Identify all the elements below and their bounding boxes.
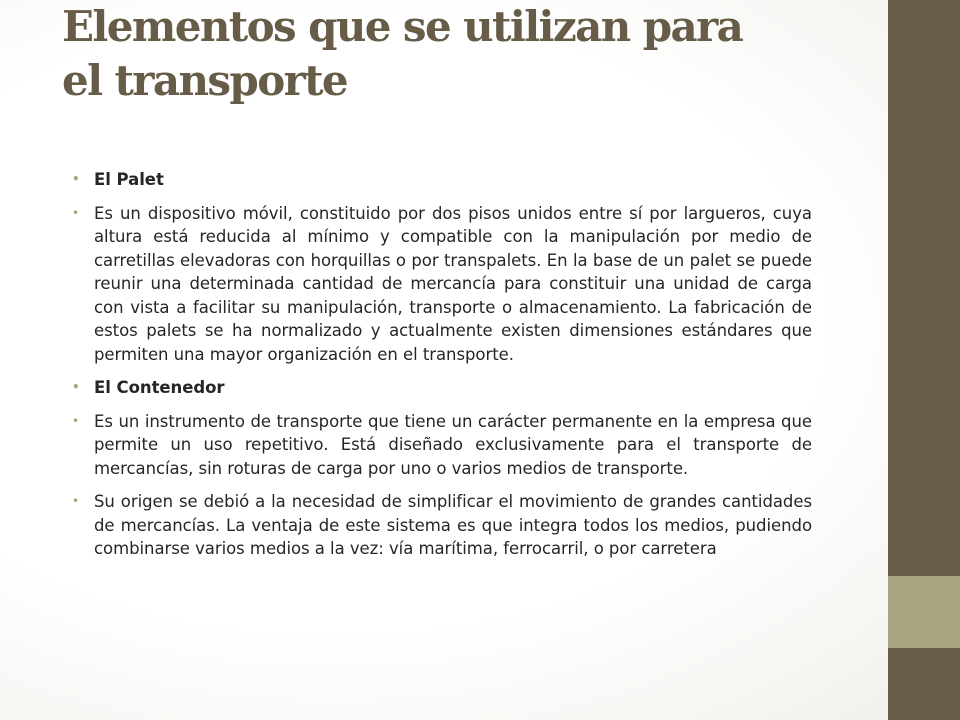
side-band-dark-top — [888, 0, 960, 576]
bullet-text: Su origen se debió a la necesidad de simplificar el movimiento de grandes cantidades de mercancías. La ventaja de este sistema es que integra todos los medios, pudiendo combinarse varios medios a la vez: vía marítima, ferrocarril, o por carretera — [94, 492, 812, 558]
bullet-item-el-contenedor — [72, 376, 812, 400]
content-bullet-list — [72, 168, 812, 571]
slide-title-line-1: Elementos que se utilizan para — [62, 2, 743, 51]
bullet-item-el-palet — [72, 168, 812, 192]
decorative-side-band — [888, 0, 960, 720]
bullet-dot-icon: • — [72, 494, 80, 508]
bullet-text: El Contenedor — [94, 378, 225, 397]
slide-title-line-2: el transporte — [62, 56, 348, 105]
bullet-item-palet-description — [72, 202, 812, 367]
slide-title — [62, 0, 862, 108]
bullet-item-contenedor-origin — [72, 490, 812, 561]
side-band-dark-bottom — [888, 648, 960, 720]
side-band-accent — [888, 576, 960, 648]
bullet-text: Es un instrumento de transporte que tiene un carácter permanente en la empresa que permite un uso repetitivo. Está diseñado exclusivamente para el transporte de mercancías, sin roturas de carga por uno o varios medios de transporte. — [94, 411, 812, 478]
bullet-text: Es un dispositivo móvil, constituido por dos pisos unidos entre sí por largueros, cuya altura está reducida al mínimo y compatible con la manipulación por medio de carretillas elevadoras con horquillas o por transpalets. En la base de un palet se puede reunir una determinada cantidad de mercancía para constituir una unidad de carga con vista a facilitar su manipulación, transporte o almacenamiento. La fabricación de estos palets se ha normalizado y actualmente existen dimensiones estándares que permiten una mayor organización en el transporte. — [94, 203, 812, 364]
bullet-dot-icon: • — [72, 172, 80, 186]
bullet-item-contenedor-description — [72, 410, 812, 481]
bullet-dot-icon: • — [72, 205, 80, 220]
bullet-dot-icon: • — [72, 380, 80, 394]
bullet-text: El Palet — [94, 170, 164, 189]
bullet-dot-icon: • — [72, 413, 80, 428]
